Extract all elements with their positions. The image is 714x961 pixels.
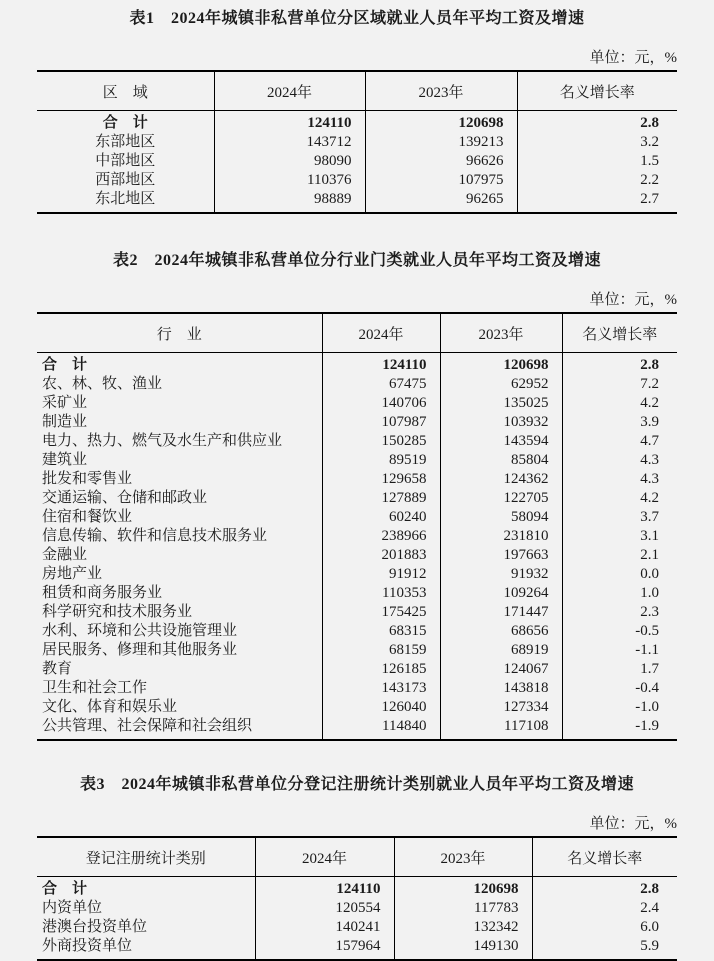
row-label: 合 计 (37, 111, 214, 134)
table3-unit-note: 单位：元，% (589, 816, 677, 832)
row-label: 电力、热力、燃气及水生产和供应业 (37, 432, 322, 451)
row-growth: 2.7 (640, 191, 659, 207)
table-row (37, 584, 677, 603)
total-row (37, 877, 677, 900)
row-value-2024: 143712 (214, 133, 365, 152)
row-value-2023: 124067 (440, 660, 562, 679)
table1-region-wage-table (37, 70, 677, 214)
table1-unit-note: 单位：元，% (589, 50, 677, 66)
row-value-2024: 124110 (214, 111, 365, 134)
table2-header-row (37, 313, 677, 353)
row-growth: 7.2 (640, 376, 659, 392)
table-row (37, 899, 677, 918)
table-row (37, 527, 677, 546)
row-label: 西部地区 (37, 171, 214, 190)
row-value-2023: 120698 (394, 877, 532, 900)
row-value-2023: 143594 (440, 432, 562, 451)
row-value-2024: 114840 (322, 717, 440, 740)
row-growth: 4.3 (640, 471, 659, 487)
row-value-2024: 120554 (255, 899, 394, 918)
row-value-2023: 58094 (440, 508, 562, 527)
row-value-2023: 96265 (365, 190, 517, 213)
table3-section (0, 774, 714, 961)
row-label: 居民服务、修理和其他服务业 (37, 641, 322, 660)
row-growth: 3.1 (640, 528, 659, 544)
row-value-2024: 124110 (255, 877, 394, 900)
table2-unit-note: 单位：元，% (589, 292, 677, 308)
table-row (37, 698, 677, 717)
table3-header-2023: 2023年 (394, 837, 532, 877)
row-value-2023: 132342 (394, 918, 532, 937)
row-value-2023: 120698 (440, 353, 562, 376)
row-growth: 2.4 (640, 900, 659, 916)
row-label: 外商投资单位 (37, 937, 255, 960)
table2-header-2023: 2023年 (440, 313, 562, 353)
row-value-2024: 140241 (255, 918, 394, 937)
table1-header-2023: 2023年 (365, 71, 517, 111)
row-growth: -1.9 (635, 718, 659, 734)
table-row (37, 133, 677, 152)
row-value-2023: 143818 (440, 679, 562, 698)
row-value-2024: 60240 (322, 508, 440, 527)
row-growth: 4.3 (640, 452, 659, 468)
table-row (37, 171, 677, 190)
row-growth: -1.1 (635, 642, 659, 658)
table2-body (37, 353, 677, 741)
row-value-2023: 109264 (440, 584, 562, 603)
row-value-2023: 135025 (440, 394, 562, 413)
table-row (37, 641, 677, 660)
row-label: 金融业 (37, 546, 322, 565)
table-row (37, 489, 677, 508)
table2-header-growth: 名义增长率 (562, 313, 677, 353)
row-label: 租赁和商务服务业 (37, 584, 322, 603)
row-value-2023: 122705 (440, 489, 562, 508)
table3-title: 表3 2024年城镇非私营单位分登记注册统计类别就业人员年平均工资及增速 (79, 776, 634, 793)
row-value-2023: 171447 (440, 603, 562, 622)
row-value-2024: 201883 (322, 546, 440, 565)
row-value-2023: 107975 (365, 171, 517, 190)
row-label: 中部地区 (37, 152, 214, 171)
row-growth: 0.0 (640, 566, 659, 582)
row-value-2024: 157964 (255, 937, 394, 960)
row-value-2024: 68159 (322, 641, 440, 660)
table3-body (37, 877, 677, 961)
table2-section (0, 250, 714, 741)
row-growth: 4.7 (640, 433, 659, 449)
row-label: 水利、环境和公共设施管理业 (37, 622, 322, 641)
row-value-2024: 110353 (322, 584, 440, 603)
row-label: 合 计 (37, 353, 322, 376)
table-row (37, 679, 677, 698)
table-row (37, 717, 677, 740)
row-value-2023: 62952 (440, 375, 562, 394)
table3-registration-wage-table (37, 836, 677, 961)
row-label: 卫生和社会工作 (37, 679, 322, 698)
table-row (37, 603, 677, 622)
row-label: 建筑业 (37, 451, 322, 470)
table-row (37, 918, 677, 937)
row-value-2023: 197663 (440, 546, 562, 565)
row-value-2023: 68919 (440, 641, 562, 660)
row-growth: 2.8 (640, 115, 659, 131)
table3-header-2024: 2024年 (255, 837, 394, 877)
total-row (37, 111, 677, 134)
row-value-2024: 127889 (322, 489, 440, 508)
table-row (37, 470, 677, 489)
total-row (37, 353, 677, 376)
table1-header-2024: 2024年 (214, 71, 365, 111)
row-growth: 2.8 (640, 357, 659, 373)
row-growth: -0.4 (635, 680, 659, 696)
table2-header-industry: 行 业 (37, 313, 322, 353)
row-label: 东部地区 (37, 133, 214, 152)
table1-title: 表1 2024年城镇非私营单位分区域就业人员年平均工资及增速 (129, 10, 585, 27)
row-growth: 3.7 (640, 509, 659, 525)
row-growth: 6.0 (640, 919, 659, 935)
table-row (37, 432, 677, 451)
row-label: 采矿业 (37, 394, 322, 413)
table2-title: 表2 2024年城镇非私营单位分行业门类就业人员年平均工资及增速 (112, 252, 601, 269)
row-label: 港澳台投资单位 (37, 918, 255, 937)
row-growth: -1.0 (635, 699, 659, 715)
row-value-2023: 117108 (440, 717, 562, 740)
row-value-2024: 110376 (214, 171, 365, 190)
row-growth: 2.1 (640, 547, 659, 563)
row-value-2024: 175425 (322, 603, 440, 622)
table-row (37, 394, 677, 413)
row-label: 科学研究和技术服务业 (37, 603, 322, 622)
row-growth: -0.5 (635, 623, 659, 639)
row-value-2023: 139213 (365, 133, 517, 152)
row-value-2024: 98090 (214, 152, 365, 171)
row-value-2024: 107987 (322, 413, 440, 432)
table-row (37, 937, 677, 960)
row-value-2024: 150285 (322, 432, 440, 451)
row-value-2023: 85804 (440, 451, 562, 470)
row-value-2023: 117783 (394, 899, 532, 918)
table2-industry-wage-table (37, 312, 677, 741)
table1-header-row (37, 71, 677, 111)
row-growth: 1.5 (640, 153, 659, 169)
table2-header-2024: 2024年 (322, 313, 440, 353)
row-label: 房地产业 (37, 565, 322, 584)
row-label: 农、林、牧、渔业 (37, 375, 322, 394)
row-value-2023: 149130 (394, 937, 532, 960)
row-value-2023: 127334 (440, 698, 562, 717)
table-row (37, 152, 677, 171)
row-value-2024: 126040 (322, 698, 440, 717)
row-growth: 4.2 (640, 395, 659, 411)
row-value-2024: 140706 (322, 394, 440, 413)
row-growth: 4.2 (640, 490, 659, 506)
row-value-2024: 68315 (322, 622, 440, 641)
row-value-2024: 91912 (322, 565, 440, 584)
row-label: 公共管理、社会保障和社会组织 (37, 717, 322, 740)
table3-header-row (37, 837, 677, 877)
row-value-2024: 126185 (322, 660, 440, 679)
table-row (37, 190, 677, 213)
row-label: 交通运输、仓储和邮政业 (37, 489, 322, 508)
row-value-2024: 238966 (322, 527, 440, 546)
row-value-2023: 124362 (440, 470, 562, 489)
row-label: 住宿和餐饮业 (37, 508, 322, 527)
table-row (37, 622, 677, 641)
row-value-2023: 91932 (440, 565, 562, 584)
table3-header-growth: 名义增长率 (532, 837, 677, 877)
row-label: 文化、体育和娱乐业 (37, 698, 322, 717)
table-row (37, 375, 677, 394)
row-growth: 1.0 (640, 585, 659, 601)
table1-section (0, 8, 714, 214)
table-row (37, 451, 677, 470)
row-label: 东北地区 (37, 190, 214, 213)
row-growth: 3.2 (640, 134, 659, 150)
row-value-2024: 124110 (322, 353, 440, 376)
table1-header-region: 区 域 (37, 71, 214, 111)
row-value-2024: 143173 (322, 679, 440, 698)
table-row (37, 508, 677, 527)
row-growth: 3.9 (640, 414, 659, 430)
row-label: 批发和零售业 (37, 470, 322, 489)
row-value-2024: 129658 (322, 470, 440, 489)
table-row (37, 413, 677, 432)
row-label: 合 计 (37, 877, 255, 900)
table1-body (37, 111, 677, 214)
row-label: 信息传输、软件和信息技术服务业 (37, 527, 322, 546)
row-value-2023: 96626 (365, 152, 517, 171)
row-label: 教育 (37, 660, 322, 679)
row-value-2024: 89519 (322, 451, 440, 470)
row-growth: 2.2 (640, 172, 659, 188)
row-growth: 2.3 (640, 604, 659, 620)
row-growth: 1.7 (640, 661, 659, 677)
row-value-2023: 120698 (365, 111, 517, 134)
row-label: 内资单位 (37, 899, 255, 918)
table-row (37, 660, 677, 679)
row-growth: 2.8 (640, 881, 659, 897)
table3-header-category: 登记注册统计类别 (37, 837, 255, 877)
row-value-2024: 98889 (214, 190, 365, 213)
row-value-2024: 67475 (322, 375, 440, 394)
row-value-2023: 68656 (440, 622, 562, 641)
row-growth: 5.9 (640, 938, 659, 954)
table-row (37, 565, 677, 584)
row-label: 制造业 (37, 413, 322, 432)
row-value-2023: 103932 (440, 413, 562, 432)
table1-header-growth: 名义增长率 (517, 71, 677, 111)
row-value-2023: 231810 (440, 527, 562, 546)
table-row (37, 546, 677, 565)
